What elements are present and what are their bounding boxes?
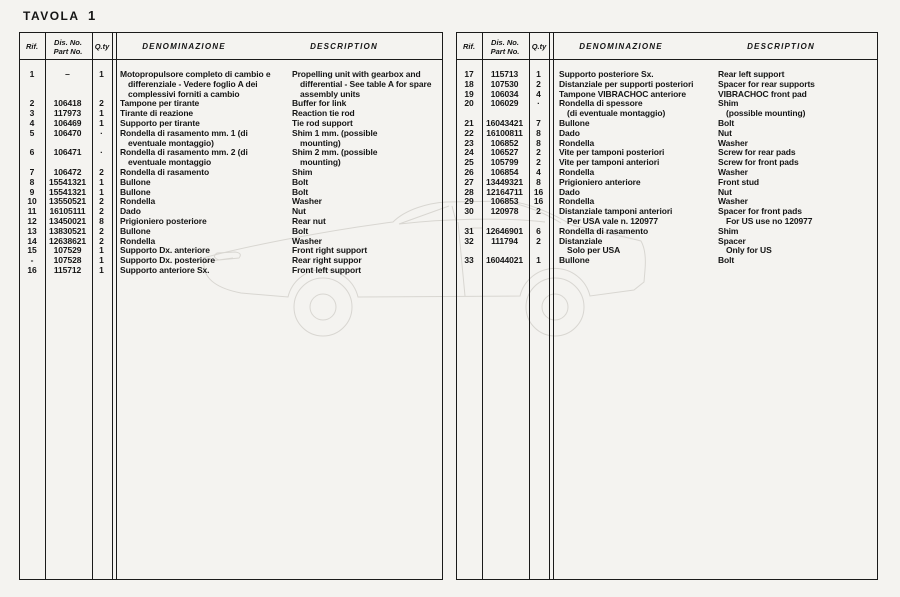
part-no-cell: 13830521 xyxy=(48,225,87,236)
header-description: DESCRIPTION xyxy=(310,42,378,51)
tavola-label: TAVOLA xyxy=(23,9,80,23)
table-header-right xyxy=(457,33,877,60)
table-row xyxy=(20,99,442,109)
qty-cell: 1 xyxy=(536,255,541,266)
rif-cell: 12 xyxy=(27,215,37,226)
description-cell: Front stud xyxy=(718,177,760,187)
description-cell: Washer xyxy=(718,197,748,207)
rif-cell: 6 xyxy=(29,147,35,158)
part-no-cell: 16100811 xyxy=(486,127,523,138)
qty-cell: 2 xyxy=(536,147,541,158)
description-cell: Spacer for rear supports xyxy=(718,79,815,89)
qty-cell: 2 xyxy=(536,235,541,246)
part-no-cell: 106852 xyxy=(490,137,519,148)
description-cell: Reaction tie rod xyxy=(292,109,355,119)
description-cell: Screw for rear pads xyxy=(718,148,796,158)
rif-cell: 14 xyxy=(27,235,37,246)
description-cell: Bolt xyxy=(718,256,735,266)
rif-cell: 29 xyxy=(464,196,474,207)
description-cell: Shim xyxy=(718,226,739,236)
description-cell: Bolt xyxy=(292,177,309,187)
qty-cell: 8 xyxy=(536,127,541,138)
part-no-cell: 106469 xyxy=(53,117,82,128)
qty-cell: 2 xyxy=(99,235,104,246)
rif-cell: 4 xyxy=(29,117,35,128)
rif-cell: 27 xyxy=(464,176,474,187)
description-cell: Bolt xyxy=(292,187,309,197)
table-row xyxy=(20,256,442,266)
rif-cell: 2 xyxy=(29,98,35,109)
qty-cell: 8 xyxy=(536,137,541,148)
denominazione-cell: Vite per tamponi posteriori xyxy=(559,148,665,158)
header-part-no: Dis. No. Part No. xyxy=(53,37,83,56)
header-rif: Rif. xyxy=(462,42,476,51)
rif-cell: 30 xyxy=(464,206,474,217)
table-body-right xyxy=(457,61,877,266)
denominazione-cell: Bullone xyxy=(559,118,590,128)
description-cell: Rear left support xyxy=(718,70,785,79)
table-row xyxy=(457,188,877,198)
table-row xyxy=(457,256,877,266)
denominazione-cell: Dado xyxy=(120,207,141,217)
part-no-cell: 115712 xyxy=(53,264,82,275)
qty-cell: 16 xyxy=(533,196,544,207)
description-cell: Buffer for link xyxy=(292,99,347,109)
description-cell: Rear nut xyxy=(292,216,326,226)
description-cell: Tie rod support xyxy=(292,118,353,128)
denominazione-cell: Bullone xyxy=(120,177,151,187)
rif-cell: 17 xyxy=(464,69,474,79)
qty-cell: 6 xyxy=(536,225,541,236)
denominazione-cell: Bullone xyxy=(120,226,151,236)
qty-cell: 2 xyxy=(536,157,541,168)
rif-cell: 20 xyxy=(464,98,474,109)
denominazione-cell: Motopropulsore completo di cambio e differenziale - Vedere foglio A dei complessivi forniti a cambio xyxy=(120,70,271,99)
qty-cell: 8 xyxy=(536,176,541,187)
header-denominazione: DENOMINAZIONE xyxy=(579,42,663,51)
qty-cell: · xyxy=(537,98,540,109)
part-no-cell: 107529 xyxy=(53,245,82,256)
part-no-cell: 106471 xyxy=(53,147,82,158)
rif-cell: 22 xyxy=(464,127,474,138)
part-no-cell: 106418 xyxy=(53,98,82,109)
part-no-cell: 16105111 xyxy=(49,206,86,217)
rif-cell: 31 xyxy=(464,225,474,236)
table-row xyxy=(457,148,877,158)
denominazione-cell: Rondella xyxy=(559,197,595,207)
table-row xyxy=(20,129,442,149)
description-cell: Bolt xyxy=(292,226,309,236)
part-no-cell: 111794 xyxy=(491,235,518,246)
rif-cell: 9 xyxy=(29,186,35,197)
part-no-cell: 13449321 xyxy=(485,176,524,187)
part-no-cell: 16044021 xyxy=(485,255,524,266)
header-description: DESCRIPTION xyxy=(747,42,815,51)
part-no-cell: 13550521 xyxy=(48,196,87,207)
denominazione-cell: Rondella di rasamento xyxy=(559,226,649,236)
description-cell: Nut xyxy=(718,128,732,138)
rif-cell: 32 xyxy=(464,235,474,246)
rif-cell: 15 xyxy=(27,245,37,256)
description-cell: Washer xyxy=(718,167,748,177)
denominazione-cell: Prigioniero posteriore xyxy=(120,216,207,226)
denominazione-cell: Distanziale tamponi anteriori Per USA vale n. 120977 xyxy=(559,207,673,226)
part-no-cell: 106527 xyxy=(490,147,519,158)
part-no-cell: 15541321 xyxy=(48,176,87,187)
part-no-cell: 106034 xyxy=(490,88,519,99)
qty-cell: 1 xyxy=(99,176,104,187)
table-row xyxy=(457,80,877,90)
denominazione-cell: Rondella di rasamento mm. 1 (di eventuale montaggio) xyxy=(120,128,248,148)
rif-cell: 23 xyxy=(464,137,474,148)
denominazione-cell: Dado xyxy=(559,187,580,197)
tavola-number: 1 xyxy=(88,8,96,23)
denominazione-cell: Rondella xyxy=(120,197,156,207)
part-no-cell: 107530 xyxy=(490,78,519,89)
page-title xyxy=(23,9,143,23)
denominazione-cell: Supporto anteriore Sx. xyxy=(120,265,210,275)
description-cell: Spacer for front pads For US use no 120977 xyxy=(718,207,813,226)
part-no-cell: 106470 xyxy=(53,127,82,138)
part-no-cell: 105799 xyxy=(490,157,519,168)
qty-cell: 2 xyxy=(536,206,541,217)
description-cell: Propelling unit with gearbox and differential - See table A for spare assembly units xyxy=(292,70,432,99)
part-no-cell: 12646901 xyxy=(485,225,524,236)
denominazione-cell: Supporto posteriore Sx. xyxy=(559,70,654,79)
description-cell: Front left support xyxy=(292,265,362,275)
qty-cell: 1 xyxy=(99,69,104,79)
denominazione-cell: Prigioniero anteriore xyxy=(559,177,641,187)
table-body-left xyxy=(20,61,442,276)
description-cell: Washer xyxy=(292,236,322,246)
table-row xyxy=(457,70,877,80)
table-row xyxy=(20,246,442,256)
qty-cell: 7 xyxy=(536,117,541,128)
part-no-cell: 120978 xyxy=(490,206,519,217)
part-no-cell: 15541321 xyxy=(48,186,87,197)
rif-cell: 11 xyxy=(27,206,37,217)
table-row xyxy=(20,70,442,99)
qty-cell: 1 xyxy=(99,117,104,128)
table-row xyxy=(457,227,877,237)
denominazione-cell: Rondella xyxy=(559,138,595,148)
rif-cell: 25 xyxy=(464,157,474,168)
denominazione-cell: Distanziale Solo per USA xyxy=(559,236,621,256)
denominazione-cell: Rondella xyxy=(120,236,156,246)
qty-cell: 2 xyxy=(99,98,104,109)
denominazione-cell: Bullone xyxy=(559,256,590,266)
qty-cell: 2 xyxy=(99,166,104,177)
qty-cell: · xyxy=(100,127,103,138)
qty-cell: 4 xyxy=(536,166,541,177)
rif-cell: 21 xyxy=(464,117,474,128)
table-row xyxy=(457,139,877,149)
table-row xyxy=(20,109,442,119)
qty-cell: 2 xyxy=(536,78,541,89)
qty-cell: 1 xyxy=(99,264,104,275)
part-no-cell: 106853 xyxy=(490,196,519,207)
part-no-cell: 115713 xyxy=(490,69,519,79)
description-cell: VIBRACHOC front pad xyxy=(718,89,807,99)
part-no-cell: – xyxy=(65,69,70,79)
table-row xyxy=(457,90,877,100)
description-cell: Spacer Only for US xyxy=(718,236,772,256)
table-row xyxy=(457,207,877,227)
header-part-no: Dis. No. Part No. xyxy=(490,37,520,56)
part-no-cell: 12638621 xyxy=(48,235,87,246)
rif-cell: 3 xyxy=(29,108,35,119)
table-row xyxy=(457,99,877,119)
description-cell: Washer xyxy=(292,197,322,207)
rif-cell: 1 xyxy=(29,69,35,79)
qty-cell: 1 xyxy=(99,255,104,266)
parts-table-right xyxy=(456,32,878,580)
denominazione-cell: Supporto Dx. posteriore xyxy=(120,256,215,266)
table-row xyxy=(20,148,442,168)
rif-cell: 8 xyxy=(29,176,35,187)
description-cell: Front right support xyxy=(292,246,368,256)
qty-cell: · xyxy=(100,147,103,158)
description-cell: Shim 1 mm. (possible mounting) xyxy=(292,128,378,148)
table-row xyxy=(457,237,877,257)
denominazione-cell: Bullone xyxy=(120,187,151,197)
denominazione-cell: Vite per tamponi anteriori xyxy=(559,158,660,168)
rif-cell: 16 xyxy=(27,264,37,275)
denominazione-cell: Rondella xyxy=(559,167,595,177)
table-row xyxy=(20,119,442,129)
denominazione-cell: Supporto Dx. anteriore xyxy=(120,246,210,256)
qty-cell: 4 xyxy=(536,88,541,99)
qty-cell: 1 xyxy=(99,186,104,197)
denominazione-cell: Distanziale per supporti posteriori xyxy=(559,79,694,89)
rif-cell: 13 xyxy=(27,225,37,236)
table-row xyxy=(457,197,877,207)
description-cell: Shim 2 mm. (possible mounting) xyxy=(292,148,378,168)
rif-cell: 7 xyxy=(29,166,35,177)
qty-cell: 1 xyxy=(99,245,104,256)
rif-cell: - xyxy=(30,255,34,266)
part-no-cell: 117973 xyxy=(53,108,82,119)
table-row xyxy=(457,158,877,168)
denominazione-cell: Rondella di spessore (di eventuale montaggio) xyxy=(559,99,666,119)
part-no-cell: 106029 xyxy=(490,98,519,109)
header-denominazione: DENOMINAZIONE xyxy=(142,42,226,51)
rif-cell: 33 xyxy=(464,255,474,266)
table-row xyxy=(20,237,442,247)
table-row xyxy=(20,266,442,276)
header-qty: Q.ty xyxy=(531,42,547,51)
description-cell: Nut xyxy=(292,207,306,217)
description-cell: Shim xyxy=(292,167,313,177)
description-cell: Shim (possible mounting) xyxy=(718,99,806,119)
rif-cell: 26 xyxy=(464,166,474,177)
qty-cell: 2 xyxy=(99,196,104,207)
table-header-left xyxy=(20,33,442,60)
description-cell: Nut xyxy=(718,187,732,197)
rif-cell: 28 xyxy=(464,186,474,197)
part-no-cell: 106472 xyxy=(53,166,82,177)
rif-cell: 18 xyxy=(464,78,474,89)
denominazione-cell: Supporto per tirante xyxy=(120,118,200,128)
description-cell: Bolt xyxy=(718,118,735,128)
rif-cell: 5 xyxy=(29,127,35,138)
denominazione-cell: Rondella di rasamento xyxy=(120,167,210,177)
qty-cell: 2 xyxy=(99,206,104,217)
rif-cell: 19 xyxy=(464,88,474,99)
description-cell: Washer xyxy=(718,138,748,148)
description-cell: Rear right suppor xyxy=(292,256,362,266)
qty-cell: 1 xyxy=(99,108,104,119)
qty-cell: 1 xyxy=(536,69,541,79)
part-no-cell: 16043421 xyxy=(485,117,524,128)
denominazione-cell: Tampone per tirante xyxy=(120,99,200,109)
header-rif: Rif. xyxy=(25,42,39,51)
denominazione-cell: Tirante di reazione xyxy=(120,109,194,119)
part-no-cell: 12164711 xyxy=(486,186,523,197)
part-no-cell: 13450021 xyxy=(48,215,87,226)
part-no-cell: 107528 xyxy=(53,255,82,266)
qty-cell: 16 xyxy=(533,186,544,197)
part-no-cell: 106854 xyxy=(490,166,519,177)
qty-cell: 8 xyxy=(99,215,104,226)
table-row xyxy=(457,129,877,139)
qty-cell: 2 xyxy=(99,225,104,236)
rif-cell: 10 xyxy=(27,196,37,207)
denominazione-cell: Tampone VIBRACHOC anteriore xyxy=(559,89,687,99)
denominazione-cell: Rondella di rasamento mm. 2 (di eventuale montaggio xyxy=(120,148,248,168)
description-cell: Screw for front pads xyxy=(718,158,799,168)
parts-table-left xyxy=(19,32,443,580)
rif-cell: 24 xyxy=(464,147,474,158)
denominazione-cell: Dado xyxy=(559,128,580,138)
header-qty: Q.ty xyxy=(94,42,110,51)
